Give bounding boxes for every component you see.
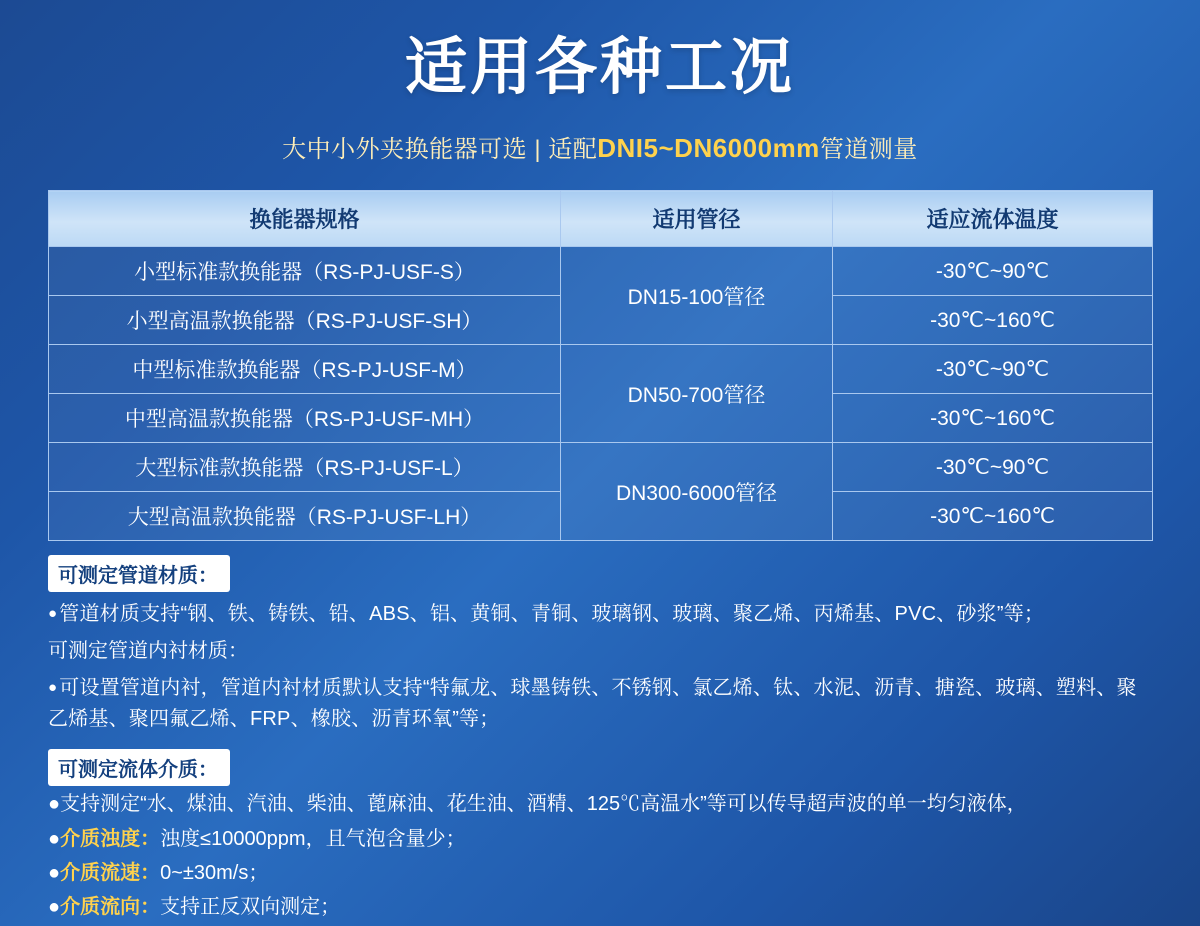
bullet-icon: ● (48, 862, 61, 885)
fluid-item (48, 823, 1152, 855)
pipe-material-section (48, 541, 1152, 735)
spec-table (48, 190, 1153, 541)
fluid-item (48, 891, 1152, 923)
pipe-lining-subheading: 可测定管道内衬材质： (48, 640, 248, 663)
cell-diameter: DN15-100管径 (561, 247, 833, 345)
table-row (49, 345, 1153, 394)
pipe-material-heading: 可测定管道材质： (48, 555, 230, 592)
table-row (49, 247, 1153, 296)
page-subtitle (48, 129, 1152, 164)
cell-temperature: -30℃~160℃ (833, 394, 1153, 443)
fluid-item-text: 浊度≤10000ppm，且气泡含量少； (160, 827, 466, 850)
bullet-icon: ● (48, 827, 61, 850)
cell-model: 中型高温款换能器（RS-PJ-USF-MH） (49, 394, 561, 443)
subtitle-suffix: 管道测量 (819, 136, 918, 164)
cell-temperature: -30℃~90℃ (833, 247, 1153, 296)
fluid-item-label: 介质流向： (60, 896, 161, 919)
cell-model: 小型高温款换能器（RS-PJ-USF-SH） (49, 296, 561, 345)
fluid-item (48, 857, 1152, 889)
cell-model: 中型标准款换能器（RS-PJ-USF-M） (49, 345, 561, 394)
fluid-medium-section (48, 735, 1152, 924)
page-title: 适用各种工况 (404, 33, 795, 102)
fluid-item-label: 介质流速： (60, 862, 161, 885)
fluid-medium-heading: 可测定流体介质： (48, 749, 230, 786)
bullet-icon: ● (48, 896, 61, 919)
bullet-icon: ● (48, 605, 58, 623)
cell-temperature: -30℃~160℃ (833, 492, 1153, 541)
cell-temperature: -30℃~160℃ (833, 296, 1153, 345)
cell-model: 小型标准款换能器（RS-PJ-USF-S） (49, 247, 561, 296)
cell-temperature: -30℃~90℃ (833, 443, 1153, 492)
cell-temperature: -30℃~90℃ (833, 345, 1153, 394)
cell-model: 大型标准款换能器（RS-PJ-USF-L） (49, 443, 561, 492)
bullet-icon: ● (48, 679, 58, 697)
cell-model: 大型高温款换能器（RS-PJ-USF-LH） (49, 492, 561, 541)
column-header-temperature: 适应流体温度 (833, 191, 1153, 247)
subtitle-highlight: DNI5~DN6000mm (597, 133, 820, 164)
pipe-lining-text (48, 673, 1152, 735)
column-header-model: 换能器规格 (49, 191, 561, 247)
column-header-diameter: 适用管径 (561, 191, 833, 247)
table-header-row (49, 191, 1153, 247)
pipe-lining-body: 可设置管道内衬，管道内衬材质默认支持“特氟龙、球墨铸铁、不锈钢、氯乙烯、钛、水泥、沥青、搪瓷、玻璃、塑料、聚乙烯基、聚四氟乙烯、FRP、橡胶、沥青环氧”等； (48, 677, 1137, 731)
fluid-item-text: 0~±30m/s； (160, 862, 269, 885)
table-row (49, 443, 1153, 492)
cell-diameter: DN50-700管径 (561, 345, 833, 443)
fluid-item (48, 788, 1152, 820)
fluid-item-text: 支持正反双向测定； (160, 896, 341, 919)
subtitle-prefix: 大中小外夹换能器可选 | 适配 (282, 136, 598, 164)
fluid-item-label: 介质浊度： (60, 827, 161, 850)
pipe-material-text (48, 599, 1152, 630)
cell-diameter: DN300-6000管径 (561, 443, 833, 541)
bullet-icon: ● (48, 793, 61, 816)
fluid-item-text: 支持测定“水、煤油、汽油、柴油、蓖麻油、花生油、酒精、125℃高温水”等可以传导超声波的单一均匀液体， (60, 793, 1027, 816)
pipe-material-body: 管道材质支持“钢、铁、铸铁、铅、ABS、铝、黄铜、青铜、玻璃钢、玻璃、聚乙烯、丙烯基、PVC、砂浆”等； (59, 603, 1045, 626)
